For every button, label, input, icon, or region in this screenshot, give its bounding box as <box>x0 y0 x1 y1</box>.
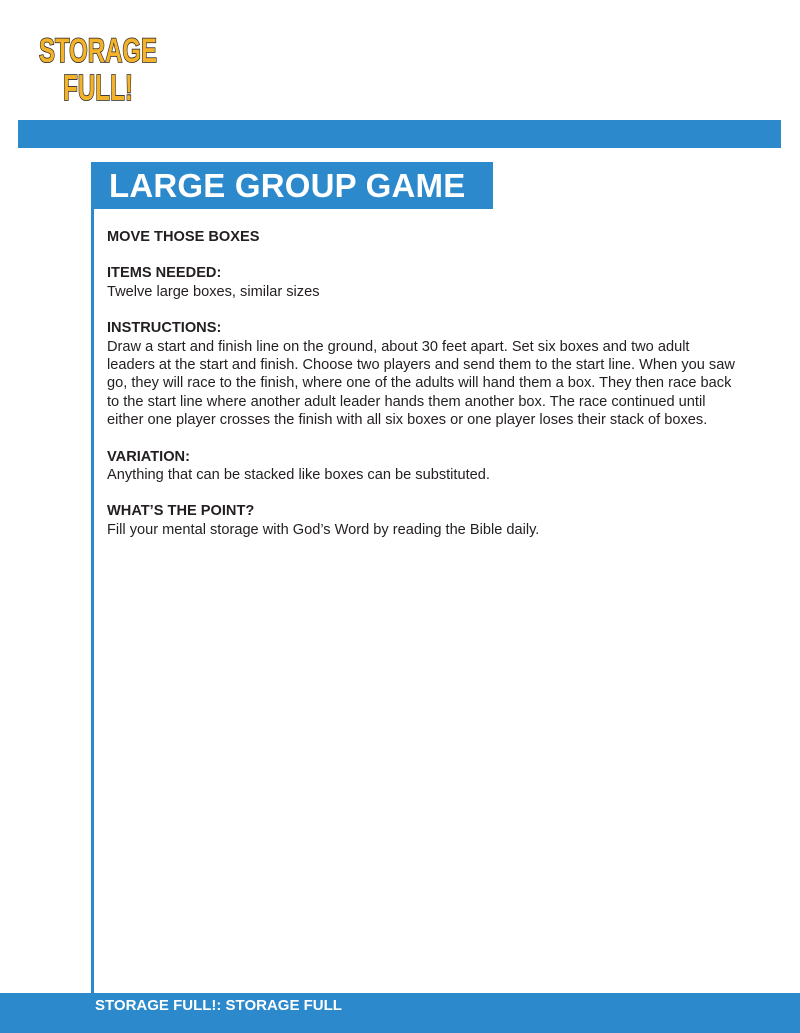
items-needed-section <box>107 264 737 301</box>
left-rule-divider <box>91 162 94 994</box>
storage-full-logo-mark <box>36 30 160 106</box>
whats-the-point-section <box>107 502 737 539</box>
section-body: Fill your mental storage with God’s Word by reading the Bible daily. <box>107 521 540 538</box>
storage-full-logo <box>36 30 160 106</box>
section-heading: ITEMS NEEDED: <box>107 265 222 282</box>
section-title-box <box>91 162 493 209</box>
footer-band <box>0 993 800 1033</box>
logo-line-1: STORAGE <box>39 32 157 70</box>
variation-section <box>107 448 737 485</box>
instructions-section <box>107 319 737 429</box>
section-body: Anything that can be stacked like boxes can be substituted. <box>107 467 490 484</box>
logo-line-2: FULL! <box>63 67 133 108</box>
game-content <box>107 228 737 557</box>
section-heading: INSTRUCTIONS: <box>107 320 222 337</box>
section-heading: WHAT’S THE POINT? <box>107 503 255 520</box>
game-name: MOVE THOSE BOXES <box>107 229 260 245</box>
header-band <box>18 120 781 148</box>
page-title: LARGE GROUP GAME <box>109 167 466 204</box>
section-body: Twelve large boxes, similar sizes <box>107 283 320 300</box>
section-body: Draw a start and finish line on the ground, about 30 feet apart. Set six boxes and two adult leaders at the start and finish. Choose two players and send them to the start line. When you saw go, they will race to the finish, where one of the adults will hand them a box. They then race back to the start line where another adult leader hands them another box. The race continued until either one player crosses the finish with all six boxes or one player loses their stack of boxes. <box>107 338 735 429</box>
footer-text: STORAGE FULL!: STORAGE FULL <box>95 997 342 1014</box>
section-heading: VARIATION: <box>107 448 190 465</box>
